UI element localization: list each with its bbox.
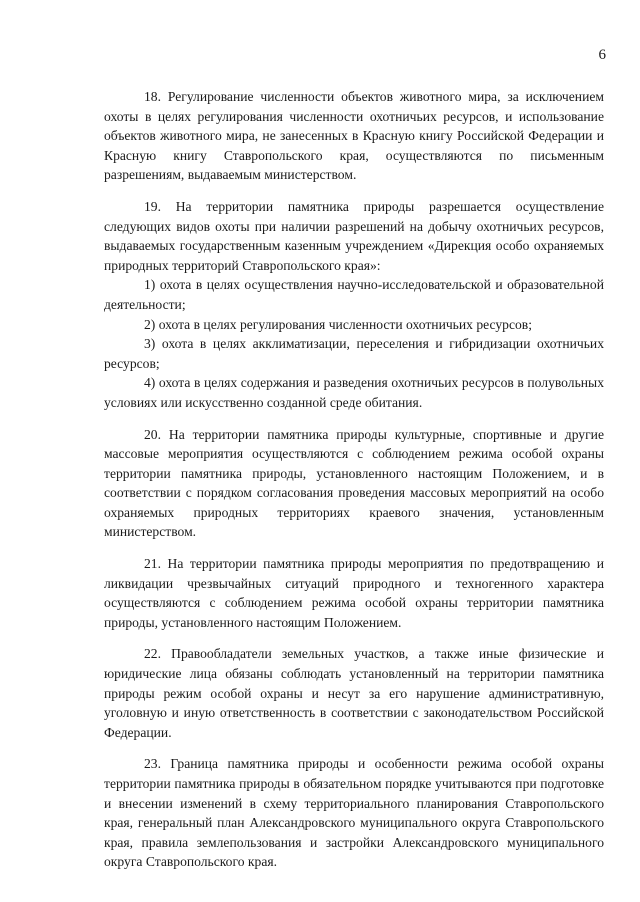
paragraph-19-block bbox=[104, 197, 604, 413]
paragraph-22: 22. Правообладатели земельных участков, а также иные физические и юридические лица обязаны соблюдать установленный на территории памятника природы режим особой охраны и несут за его нарушение административную, уголовную и иную ответственность в соответствии с законодательством Российской Федерации. bbox=[104, 646, 604, 740]
list-item: 3) охота в целях акклиматизации, переселения и гибридизации охотничьих ресурсов; bbox=[104, 336, 604, 371]
paragraph-19: 19. На территории памятника природы разрешается осуществление следующих видов охоты при наличии разрешений на добычу охотничьих ресурсов, выдаваемых государственным казенным учреждением «Дирекция особо охраняемых природных территорий Ставропольского края»: bbox=[104, 198, 604, 273]
paragraph-23: 23. Граница памятника природы и особенности режима особой охраны территории памятника природы в обязательном порядке учитываются при подготовке и внесении изменений в схему территориального планирования Ставропольского края, генеральный план Александровского муниципального округа Ставропольского края, правила землепользования и застройки Александровского муниципального округа Ставропольского края. bbox=[104, 756, 604, 870]
list-item: 1) охота в целях осуществления научно-исследовательской и образовательной деятельности; bbox=[104, 277, 604, 312]
page-number: 6 bbox=[598, 47, 606, 63]
paragraph-21: 21. На территории памятника природы мероприятия по предотвращению и ликвидации чрезвычайных ситуаций природного и техногенного характера осуществляются с соблюдением режима особой охраны территории памятника природы, установленного настоящим Положением. bbox=[104, 556, 604, 630]
list-item: 2) охота в целях регулирования численности охотничьих ресурсов; bbox=[144, 316, 532, 332]
list-item: 4) охота в целях содержания и разведения охотничьих ресурсов в полувольных условиях или искусственно созданной среде обитания. bbox=[104, 375, 604, 410]
paragraph-18: 18. Регулирование численности объектов животного мира, за исключением охоты в целях регулирования численности охотничьих ресурсов, и использование объектов животного мира, не занесенных в Красную книгу Российской Федерации и Красную книгу Ставропольского края, осуществляются по письменным разрешениям, выдаваемым министерством. bbox=[104, 89, 604, 183]
paragraph-20: 20. На территории памятника природы культурные, спортивные и другие массовые мероприятия осуществляются с соблюдением режима особой охраны территории памятника природы, установленного настоящим Положением, и в соответствии с порядком согласования проведения массовых мероприятий на особо охраняемых природных территориях краевого значения, установленным министерством. bbox=[104, 426, 604, 540]
document-body bbox=[104, 87, 604, 872]
